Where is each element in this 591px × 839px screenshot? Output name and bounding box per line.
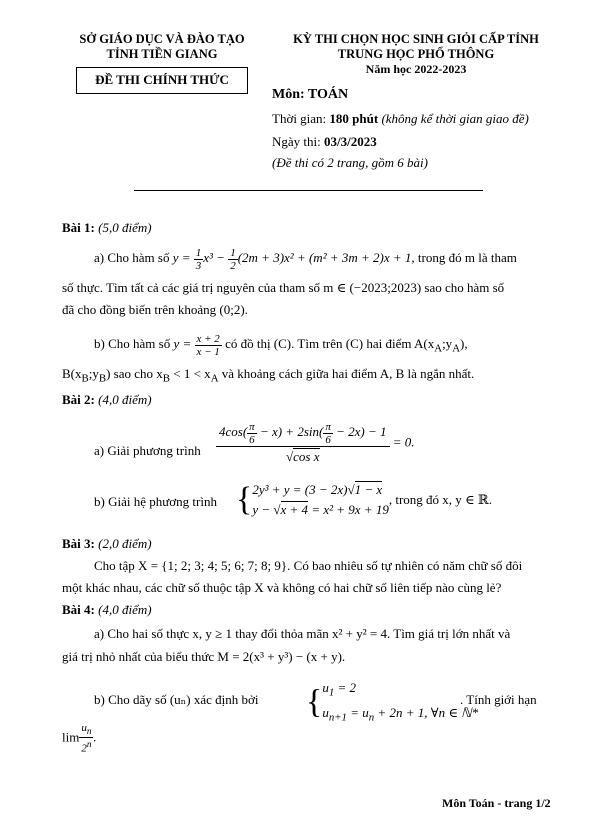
problem-2a-equation: 4cos( $\frac{\pi}{6}$ − x) + 2sin( $\frac{\pi}{6}$ − 2x) − 1 √cos x = 0.: [216, 418, 415, 467]
problem-1b-goal: và khoảng cách giữa hai điểm A, B là ngắn nhất.: [218, 366, 475, 381]
exam-title: KỲ THI CHỌN HỌC SINH GIỎI CẤP TỈNH: [293, 32, 539, 46]
page-footer: Môn Toán - trang 1/2: [442, 796, 551, 810]
problem-1a-line2: số thực. Tìm tất cả các giá trị nguyên của tham số m ∈ (−2023;2023) sao cho hàm số: [62, 280, 505, 295]
time-line: [272, 111, 529, 127]
problem-4a-line1: a) Cho hai số thực x, y ≥ 1 thay đổi thỏa mãn x² + y² = 4. Tìm giá trị lớn nhất và: [94, 626, 511, 641]
problem-2-heading: [62, 392, 152, 408]
problem-4b-system: {$u_1 = 2$ $u_{n+1} = u_n + 2n + 1$, ∀n ∈ ℕ*: [306, 680, 479, 724]
problem-1a-line3: đã cho đồng biến trên khoảng (0;2).: [62, 302, 248, 317]
problem-1-heading: [62, 220, 152, 236]
department-name: SỞ GIÁO DỤC VÀ ĐÀO TẠO: [79, 32, 245, 46]
problem-1b-line1: b) Cho hàm số y = $\frac{x + 2}{x - 1}$ có đồ thị (C). Tìm trên (C) hai điểm $A(x_A;y_A)$,: [94, 332, 468, 358]
pages-note: (Đề thi có 2 trang, gồm 6 bài): [272, 155, 428, 170]
problem-4-title: Bài 4:: [62, 602, 95, 617]
problem-4b-after: . Tính giới hạn: [460, 692, 537, 707]
problem-2a-text: a) Giải phương trình: [94, 443, 201, 458]
problem-2b-after: , trong đó x, y ∈ ℝ.: [388, 492, 492, 507]
limit-label: lim: [62, 729, 80, 745]
header-divider: [134, 190, 483, 191]
problem-1a-line1: [94, 244, 517, 272]
exam-level: TRUNG HỌC PHỔ THÔNG: [337, 47, 495, 61]
problem-4-heading: [62, 602, 152, 618]
problem-1b-cond2: < 1 < x: [170, 366, 211, 381]
problem-2b-system: {2y³ + y = (3 − 2x)√1 − x y − √x + 4 = x² + 9x + 19, trong đó x, y ∈ ℝ.: [236, 481, 492, 518]
time-label: Thời gian:: [272, 111, 330, 126]
problem-3-line2: một khác nhau, các chữ số thuộc tập X và không có hai chữ số liên tiếp nào cùng lẻ?: [62, 580, 502, 595]
problem-4-points: (4,0 điểm): [94, 602, 152, 617]
time-note: (không kể thời gian giao đề): [378, 111, 529, 126]
problem-3-points: (2,0 điểm): [94, 536, 152, 551]
problem-1b-cond1: ) sao cho x: [106, 366, 163, 381]
problem-3-heading: [62, 536, 152, 552]
problem-1a-tail: , trong đó m là tham: [411, 250, 517, 265]
time-value: 180 phút: [329, 111, 379, 126]
subject: Môn: TOÁN: [272, 87, 349, 102]
problem-2-points: (4,0 điểm): [94, 392, 152, 407]
problem-1a-function: y = $\frac{1}{3}$ x³ − $\frac{1}{2}$ (2m + 3)x² + (m² + 3m + 2)x + 1: [172, 246, 412, 272]
province-name: TỈNH TIỀN GIANG: [106, 47, 218, 61]
problem-3-line1: Cho tập X = {1; 2; 3; 4; 5; 6; 7; 8; 9}. Có bao nhiêu số tự nhiên có năm chữ số đôi: [94, 558, 523, 573]
date-label: Ngày thi:: [272, 134, 324, 149]
problem-1-title: Bài 1:: [62, 220, 95, 235]
problem-4b-limit: lim $\frac{u_n}{2^n}$ .: [62, 722, 97, 755]
problem-1a-intro: a) Cho hàm số: [94, 250, 173, 265]
official-exam-label: ĐỀ THI CHÍNH THỨC: [95, 72, 229, 87]
problem-2b-text: b) Giải hệ phương trình: [94, 494, 217, 509]
problem-1b-text: có đồ thị (C). Tìm trên (C) hai điểm A(x: [221, 336, 435, 351]
problem-2-title: Bài 2:: [62, 392, 95, 407]
problem-4a-line2: giá trị nhỏ nhất của biểu thức M = 2(x³ + y³) − (x + y).: [62, 649, 346, 664]
problem-1-points: (5,0 điểm): [94, 220, 152, 235]
problem-4b-text: b) Cho dãy số (uₙ) xác định bởi: [94, 692, 259, 707]
date-value: 03/3/2023: [324, 134, 377, 149]
problem-1b-intro: b) Cho hàm số: [94, 336, 174, 351]
problem-3-title: Bài 3:: [62, 536, 95, 551]
date-line: [272, 134, 377, 150]
problem-1b-line2: $B(x_B;y_B)$ sao cho $x_B < 1 < x_A$ và khoảng cách giữa hai điểm A, B là ngắn nhất.: [62, 366, 475, 385]
problem-1b-point-b: B(x: [62, 366, 82, 381]
problem-1b-function: y = $\frac{x + 2}{x - 1}$: [173, 332, 220, 358]
school-year: Năm học 2022-2023: [365, 62, 467, 76]
